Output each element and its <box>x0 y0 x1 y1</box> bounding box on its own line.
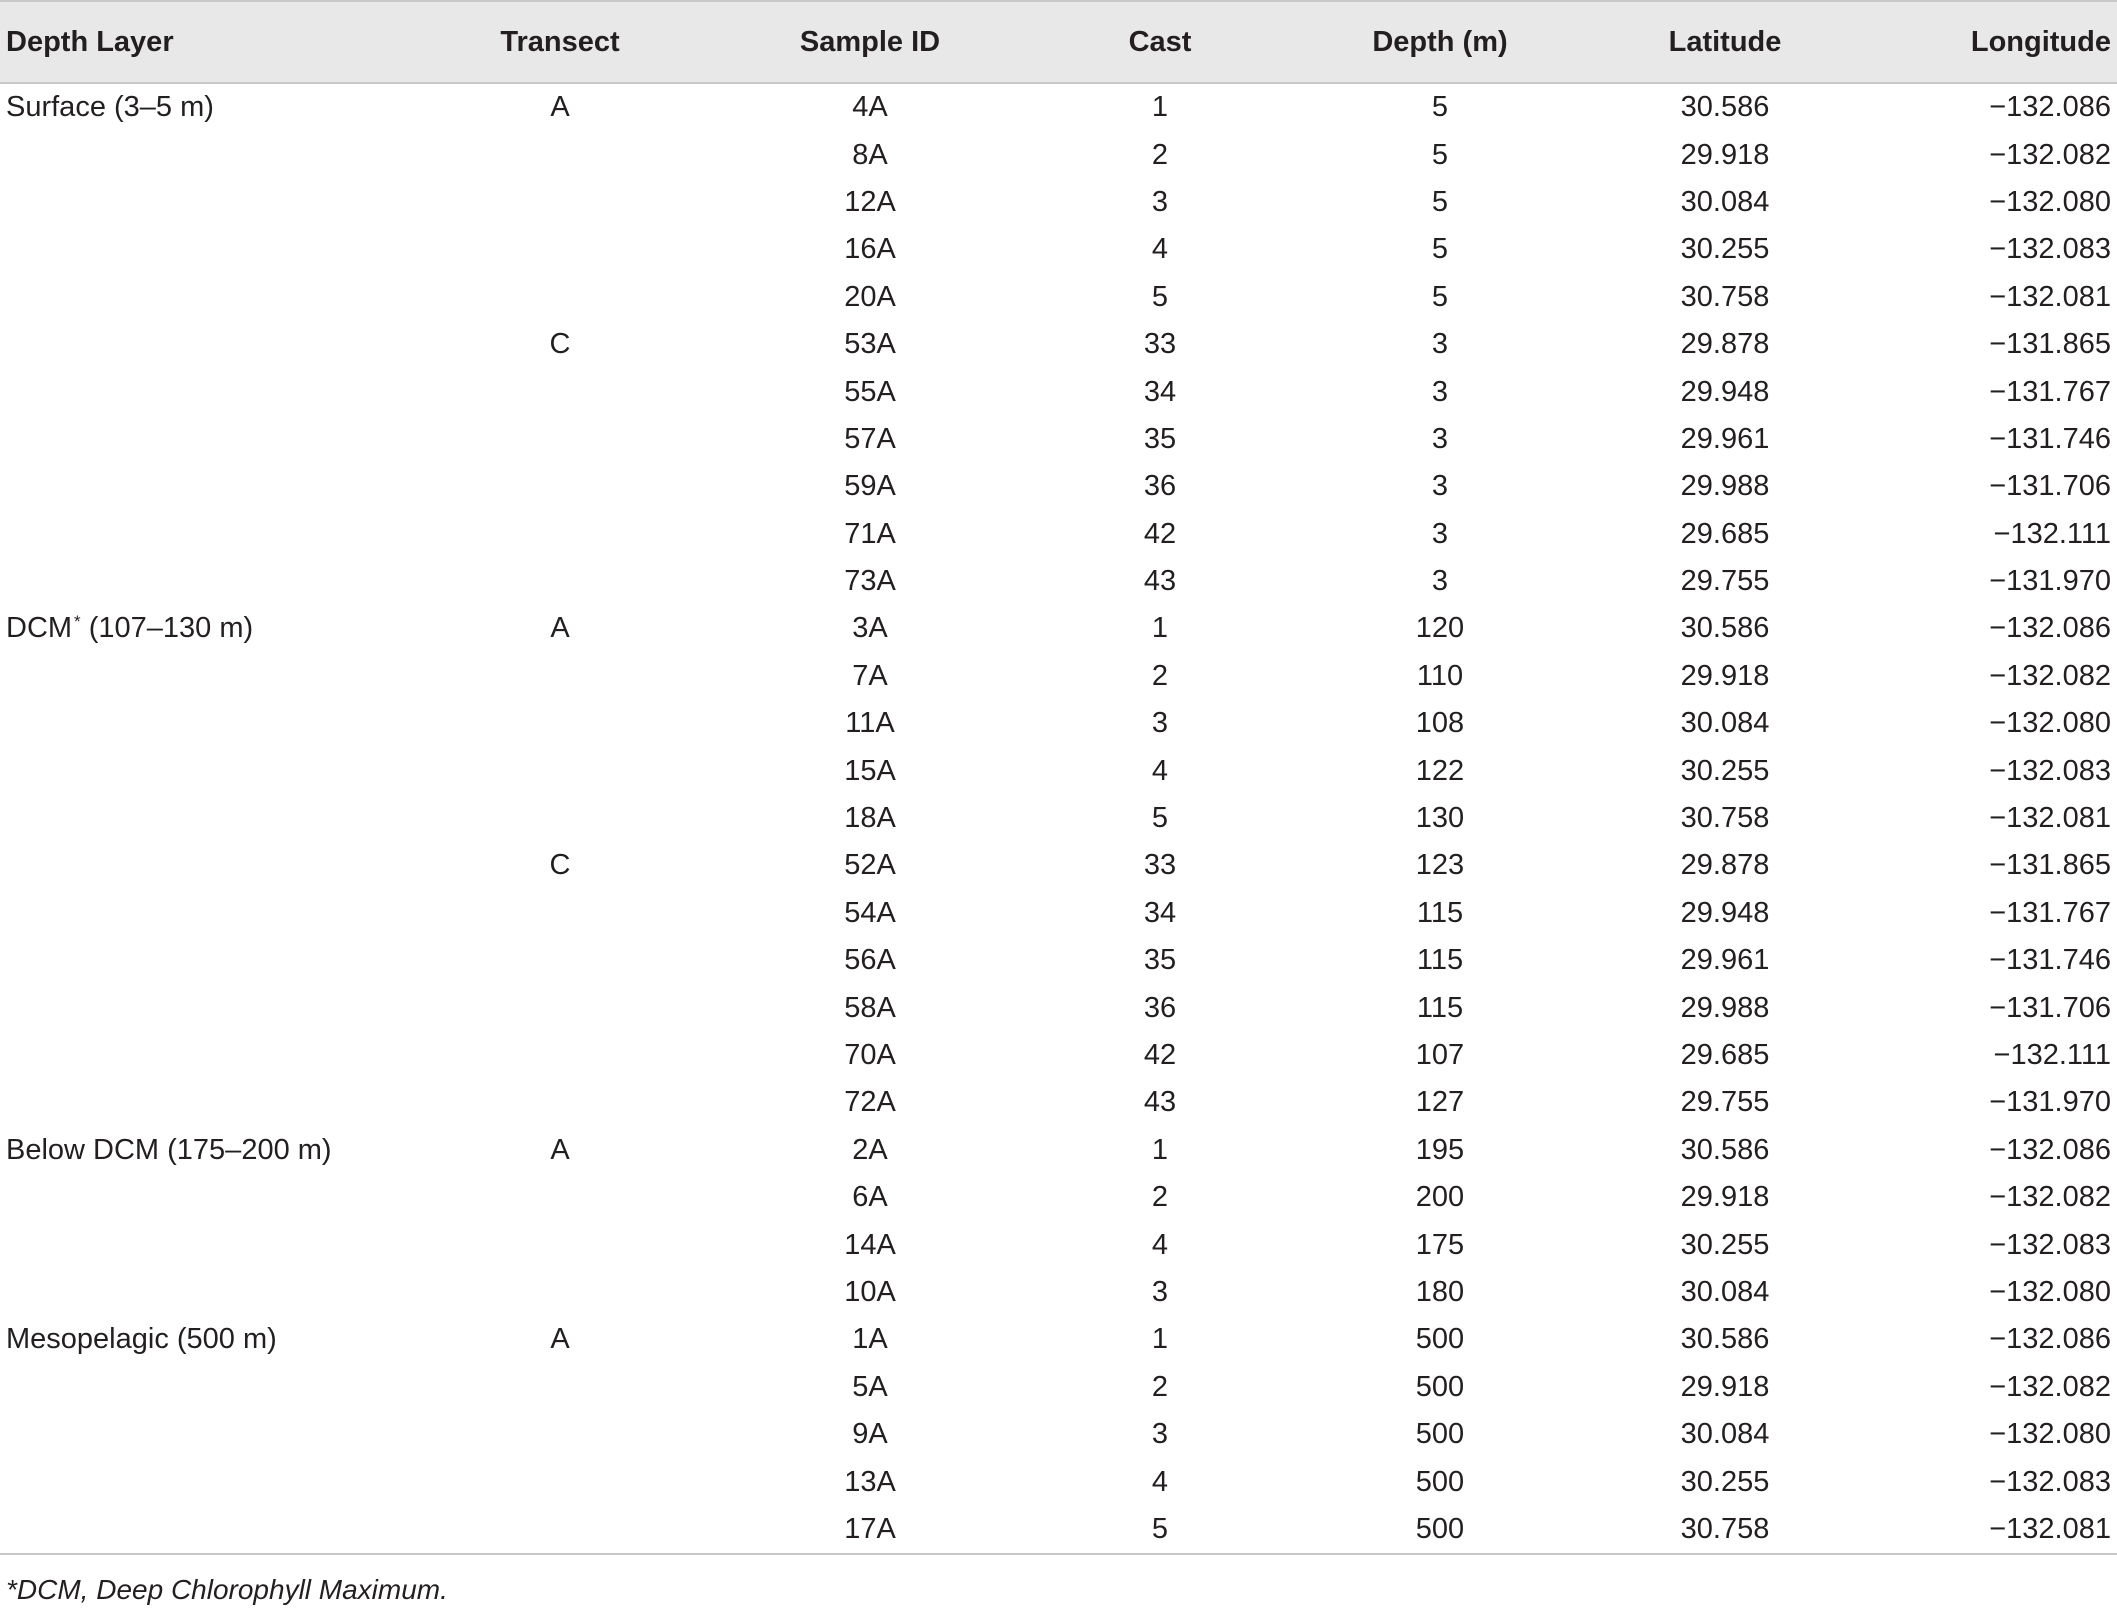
cell-transect <box>400 795 720 842</box>
cell-depth-layer <box>0 842 400 889</box>
depth-layer-label: DCM <box>6 612 73 645</box>
cell-longitude: −132.082 <box>1989 1370 2111 1403</box>
cell-latitude: 29.948 <box>1680 896 1770 929</box>
cell-sample-id: 13A <box>844 1465 896 1498</box>
cell-depth: 500 <box>1415 1465 1465 1498</box>
cell-transect <box>400 700 720 747</box>
cell-cast: 34 <box>1143 896 1177 929</box>
cell-depth-layer <box>0 416 400 463</box>
cell-sample-id: 70A <box>844 1039 896 1071</box>
cell-depth: 5 <box>1431 91 1449 124</box>
cell-depth-layer <box>0 1079 400 1126</box>
cell-longitude: −132.083 <box>1989 1465 2111 1498</box>
cell-latitude: 30.758 <box>1680 802 1770 835</box>
cell-longitude: −132.080 <box>1989 707 2111 740</box>
cell-transect <box>400 1032 720 1079</box>
cell-depth: 3 <box>1431 422 1449 455</box>
column-header-longitude: Longitude <box>1870 1 2117 83</box>
cell-depth: 3 <box>1431 328 1449 361</box>
cell-longitude: −132.083 <box>1989 1228 2111 1261</box>
cell-cast: 5 <box>1151 280 1169 313</box>
cell-latitude: 29.988 <box>1680 991 1770 1024</box>
cell-cast: 3 <box>1151 1275 1169 1308</box>
cell-depth: 122 <box>1415 754 1465 787</box>
cell-longitude: −132.080 <box>1989 1275 2111 1308</box>
cell-depth: 175 <box>1415 1228 1465 1261</box>
table-row <box>0 842 2117 889</box>
table-footnote: *DCM, Deep Chlorophyll Maximum. <box>6 1574 448 1605</box>
cell-depth-layer <box>0 226 400 273</box>
cell-sample-id: 9A <box>852 1418 888 1451</box>
cell-latitude: 30.758 <box>1680 280 1770 313</box>
cell-depth-layer <box>0 937 400 984</box>
cell-longitude: −131.767 <box>1989 375 2111 408</box>
cell-cast: 4 <box>1151 1228 1169 1261</box>
cell-depth: 5 <box>1431 138 1449 171</box>
cell-longitude: −131.746 <box>1989 944 2111 977</box>
cell-cast: 3 <box>1151 1418 1169 1451</box>
cell-depth: 3 <box>1431 517 1449 550</box>
cell-depth-layer <box>0 890 400 937</box>
cell-depth-layer <box>0 511 400 558</box>
cell-latitude: 30.084 <box>1680 1418 1770 1451</box>
cell-transect <box>400 890 720 937</box>
cell-cast: 5 <box>1151 802 1169 835</box>
cell-depth-layer <box>0 368 400 415</box>
table-row <box>0 984 2117 1031</box>
cell-sample-id: 54A <box>844 896 896 929</box>
cell-sample-id: 58A <box>844 991 896 1024</box>
cell-depth: 108 <box>1415 707 1465 740</box>
cell-depth: 127 <box>1415 1086 1465 1119</box>
cell-latitude: 30.586 <box>1680 91 1770 124</box>
table-row <box>0 1316 2117 1363</box>
cell-cast: 4 <box>1151 1465 1169 1498</box>
cell-sample-id: 15A <box>844 754 896 787</box>
cell-longitude: −132.082 <box>1989 1181 2111 1214</box>
cell-transect: C <box>549 849 571 882</box>
cell-transect <box>400 131 720 178</box>
cell-depth: 500 <box>1415 1370 1465 1403</box>
cell-transect <box>400 984 720 1031</box>
cell-cast: 42 <box>1143 1039 1177 1071</box>
cell-cast: 2 <box>1151 659 1169 692</box>
table-row <box>0 83 2117 131</box>
cell-longitude: −132.086 <box>1989 91 2111 124</box>
table-row <box>0 1174 2117 1221</box>
table-row <box>0 179 2117 226</box>
cell-cast: 43 <box>1143 1086 1177 1119</box>
cell-cast: 1 <box>1151 91 1169 124</box>
cell-transect <box>400 1269 720 1316</box>
depth-layer-label: Below DCM (175–200 m) <box>6 1133 332 1166</box>
cell-cast: 3 <box>1151 707 1169 740</box>
table-row <box>0 226 2117 273</box>
cell-longitude: −132.082 <box>1989 138 2111 171</box>
cell-longitude: −132.081 <box>1870 1506 2117 1554</box>
cell-depth-layer <box>0 558 400 605</box>
cell-latitude: 30.084 <box>1680 707 1770 740</box>
cell-latitude: 29.685 <box>1680 1039 1770 1071</box>
cell-latitude: 30.084 <box>1680 185 1770 218</box>
table-row <box>0 1364 2117 1411</box>
cell-latitude: 29.878 <box>1680 328 1770 361</box>
table-row <box>0 131 2117 178</box>
cell-longitude: −131.865 <box>1989 849 2111 882</box>
cell-depth: 115 <box>1416 896 1464 929</box>
cell-longitude: −132.080 <box>1989 185 2111 218</box>
cell-depth-layer <box>0 1316 400 1363</box>
cell-depth: 180 <box>1415 1275 1465 1308</box>
table-row <box>0 795 2117 842</box>
cell-latitude: 30.586 <box>1680 1133 1770 1166</box>
cell-transect <box>400 1458 720 1505</box>
column-header-cast: Cast <box>1020 1 1300 83</box>
cell-latitude: 29.988 <box>1680 470 1770 503</box>
cell-longitude: −132.082 <box>1989 659 2111 692</box>
cell-depth: 200 <box>1415 1181 1465 1214</box>
cell-sample-id: 12A <box>844 185 896 218</box>
cell-depth: 500 <box>1415 1323 1465 1356</box>
cell-latitude: 30.758 <box>1580 1506 1870 1554</box>
cell-transect <box>400 511 720 558</box>
cell-depth-layer <box>0 1506 400 1554</box>
cell-longitude: −131.865 <box>1989 328 2111 361</box>
cell-sample-id: 14A <box>844 1228 896 1261</box>
cell-depth: 3 <box>1431 565 1449 598</box>
footnote-marker: * <box>74 611 81 631</box>
cell-depth-layer <box>0 463 400 510</box>
cell-cast: 36 <box>1143 470 1177 503</box>
cell-sample-id: 57A <box>844 422 896 455</box>
cell-depth: 115 <box>1416 991 1464 1024</box>
cell-latitude: 30.255 <box>1680 1228 1770 1261</box>
cell-depth-layer <box>0 747 400 794</box>
cell-latitude: 30.586 <box>1680 612 1770 645</box>
cell-latitude: 29.685 <box>1680 517 1770 550</box>
cell-depth-layer <box>0 274 400 321</box>
table-row <box>0 463 2117 510</box>
cell-transect <box>400 274 720 321</box>
depth-layer-range: (107–130 m) <box>80 612 254 645</box>
table-row <box>0 1032 2117 1079</box>
table-row <box>0 1411 2117 1458</box>
cell-depth: 120 <box>1415 612 1465 645</box>
cell-depth: 3 <box>1431 470 1449 503</box>
cell-depth: 195 <box>1415 1133 1465 1166</box>
column-header-depth-layer: Depth Layer <box>0 1 400 83</box>
cell-longitude: −131.970 <box>1989 565 2111 598</box>
cell-depth: 130 <box>1415 802 1465 835</box>
table-row <box>0 1079 2117 1126</box>
cell-cast: 42 <box>1143 517 1177 550</box>
cell-longitude: −131.970 <box>1989 1086 2111 1119</box>
cell-sample-id: 73A <box>844 565 896 598</box>
cell-transect <box>400 368 720 415</box>
cell-longitude: −132.080 <box>1989 1418 2111 1451</box>
cell-depth-layer <box>0 179 400 226</box>
cell-depth: 110 <box>1416 659 1464 692</box>
cell-transect <box>400 416 720 463</box>
cell-depth: 5 <box>1431 233 1449 266</box>
cell-sample-id: 17A <box>720 1506 1020 1554</box>
cell-sample-id: 4A <box>852 91 888 124</box>
cell-depth: 500 <box>1300 1506 1580 1554</box>
table-row <box>0 1221 2117 1268</box>
cell-transect <box>400 179 720 226</box>
column-header-latitude: Latitude <box>1580 1 1870 83</box>
cell-longitude: −131.767 <box>1989 896 2111 929</box>
cell-longitude: −132.083 <box>1989 754 2111 787</box>
cell-transect: A <box>550 91 570 124</box>
cell-longitude: −132.086 <box>1989 1323 2111 1356</box>
cell-sample-id: 20A <box>844 280 896 313</box>
cell-depth: 107 <box>1415 1039 1465 1071</box>
cell-cast: 43 <box>1143 565 1177 598</box>
cell-depth: 5 <box>1431 280 1449 313</box>
cell-sample-id: 53A <box>844 328 896 361</box>
cell-transect <box>400 1079 720 1126</box>
cell-longitude: −132.081 <box>1989 280 2111 313</box>
table-row <box>0 937 2117 984</box>
cell-depth-layer <box>0 605 400 652</box>
cell-depth-layer <box>0 321 400 368</box>
cell-latitude: 29.755 <box>1680 1086 1770 1119</box>
column-header-sample-id: Sample ID <box>720 1 1020 83</box>
cell-longitude: −131.706 <box>1989 470 2111 503</box>
cell-transect <box>400 558 720 605</box>
cell-cast: 3 <box>1151 185 1169 218</box>
cell-latitude: 30.586 <box>1680 1323 1770 1356</box>
cell-sample-id: 10A <box>844 1275 896 1308</box>
cell-sample-id: 56A <box>844 944 896 977</box>
cell-sample-id: 52A <box>844 849 896 882</box>
cell-transect: A <box>550 612 570 645</box>
cell-cast: 1 <box>1151 1133 1169 1166</box>
cell-latitude: 29.918 <box>1680 1370 1770 1403</box>
cell-sample-id: 3A <box>852 612 888 645</box>
column-header-depth: Depth (m) <box>1300 1 1580 83</box>
cell-latitude: 29.878 <box>1680 849 1770 882</box>
cell-latitude: 29.918 <box>1680 1181 1770 1214</box>
cell-latitude: 29.918 <box>1680 659 1770 692</box>
cell-depth-layer <box>0 1411 400 1458</box>
cell-longitude: −131.746 <box>1989 422 2111 455</box>
cell-latitude: 30.255 <box>1680 754 1770 787</box>
cell-depth-layer <box>0 131 400 178</box>
cell-cast: 35 <box>1143 422 1177 455</box>
cell-cast: 33 <box>1143 849 1177 882</box>
cell-latitude: 30.084 <box>1680 1275 1770 1308</box>
table-row <box>0 890 2117 937</box>
cell-sample-id: 1A <box>852 1323 888 1356</box>
cell-depth-layer <box>0 83 400 131</box>
cell-cast: 4 <box>1151 233 1169 266</box>
cell-transect <box>400 1364 720 1411</box>
cell-depth-layer <box>0 653 400 700</box>
column-header-transect: Transect <box>400 1 720 83</box>
table-body <box>0 83 2117 1554</box>
table-row <box>0 321 2117 368</box>
cell-longitude: −132.086 <box>1989 1133 2111 1166</box>
cell-depth: 123 <box>1415 849 1465 882</box>
cell-latitude: 29.961 <box>1680 422 1770 455</box>
cell-depth: 115 <box>1416 944 1464 977</box>
cell-sample-id: 2A <box>852 1133 888 1166</box>
cell-sample-id: 7A <box>852 659 888 692</box>
cell-depth-layer <box>0 984 400 1031</box>
cell-sample-id: 72A <box>844 1086 896 1119</box>
cell-depth-layer <box>0 1458 400 1505</box>
table-row <box>0 1127 2117 1174</box>
cell-transect: C <box>549 328 571 361</box>
cell-latitude: 29.961 <box>1680 944 1770 977</box>
cell-transect <box>400 937 720 984</box>
cell-longitude: −132.083 <box>1989 233 2111 266</box>
table-row <box>0 1506 2117 1554</box>
cell-transect <box>400 1174 720 1221</box>
cell-longitude: −132.111 <box>1993 1039 2111 1071</box>
table-row <box>0 1269 2117 1316</box>
cell-latitude: 30.255 <box>1680 1465 1770 1498</box>
cell-depth-layer <box>0 1221 400 1268</box>
cell-longitude: −132.081 <box>1989 802 2111 835</box>
cell-sample-id: 8A <box>852 138 888 171</box>
cell-sample-id: 16A <box>844 233 896 266</box>
table-row <box>0 416 2117 463</box>
cell-transect <box>400 747 720 794</box>
cell-sample-id: 6A <box>852 1181 888 1214</box>
cell-depth-layer <box>0 1127 400 1174</box>
cell-depth-layer <box>0 1174 400 1221</box>
table-row <box>0 1458 2117 1505</box>
cell-depth: 500 <box>1415 1418 1465 1451</box>
depth-layer-label: Mesopelagic (500 m) <box>6 1323 277 1356</box>
table-row <box>0 653 2117 700</box>
cell-transect: A <box>550 1133 570 1166</box>
cell-sample-id: 71A <box>844 517 896 550</box>
cell-latitude: 29.755 <box>1680 565 1770 598</box>
cell-cast: 2 <box>1151 138 1169 171</box>
table-header-row <box>0 1 2117 83</box>
cell-cast: 1 <box>1151 1323 1169 1356</box>
cell-latitude: 30.255 <box>1680 233 1770 266</box>
cell-transect <box>400 1221 720 1268</box>
cell-sample-id: 59A <box>844 470 896 503</box>
cell-cast: 4 <box>1151 754 1169 787</box>
cell-cast: 35 <box>1143 944 1177 977</box>
cell-cast: 1 <box>1151 612 1169 645</box>
depth-layer-label: Surface (3–5 m) <box>6 91 214 124</box>
table-row <box>0 605 2117 652</box>
cell-depth-layer <box>0 795 400 842</box>
cell-transect <box>400 653 720 700</box>
cell-transect <box>400 463 720 510</box>
cell-cast: 34 <box>1143 375 1177 408</box>
cell-transect <box>400 1411 720 1458</box>
cell-sample-id: 5A <box>852 1370 888 1403</box>
table-row <box>0 511 2117 558</box>
cell-cast: 2 <box>1151 1181 1169 1214</box>
cell-sample-id: 18A <box>844 802 896 835</box>
cell-latitude: 29.948 <box>1680 375 1770 408</box>
cell-cast: 5 <box>1020 1506 1300 1554</box>
cell-latitude: 29.918 <box>1680 138 1770 171</box>
cell-depth-layer <box>0 1269 400 1316</box>
cell-depth: 3 <box>1431 375 1449 408</box>
cell-cast: 36 <box>1143 991 1177 1024</box>
cell-sample-id: 11A <box>845 707 895 740</box>
cell-cast: 33 <box>1143 328 1177 361</box>
cell-cast: 2 <box>1151 1370 1169 1403</box>
cell-depth-layer <box>0 1032 400 1079</box>
cell-depth-layer <box>0 1364 400 1411</box>
cell-transect <box>400 226 720 273</box>
table-row <box>0 274 2117 321</box>
cell-longitude: −131.706 <box>1989 991 2111 1024</box>
table-row <box>0 747 2117 794</box>
cell-longitude: −132.086 <box>1989 612 2111 645</box>
cell-longitude: −132.111 <box>1993 517 2111 550</box>
cell-sample-id: 55A <box>844 375 896 408</box>
table-row <box>0 700 2117 747</box>
cell-depth-layer <box>0 700 400 747</box>
table-row <box>0 368 2117 415</box>
cell-transect: A <box>550 1323 570 1356</box>
cell-transect <box>400 1506 720 1554</box>
cell-depth: 5 <box>1431 185 1449 218</box>
table-row <box>0 558 2117 605</box>
